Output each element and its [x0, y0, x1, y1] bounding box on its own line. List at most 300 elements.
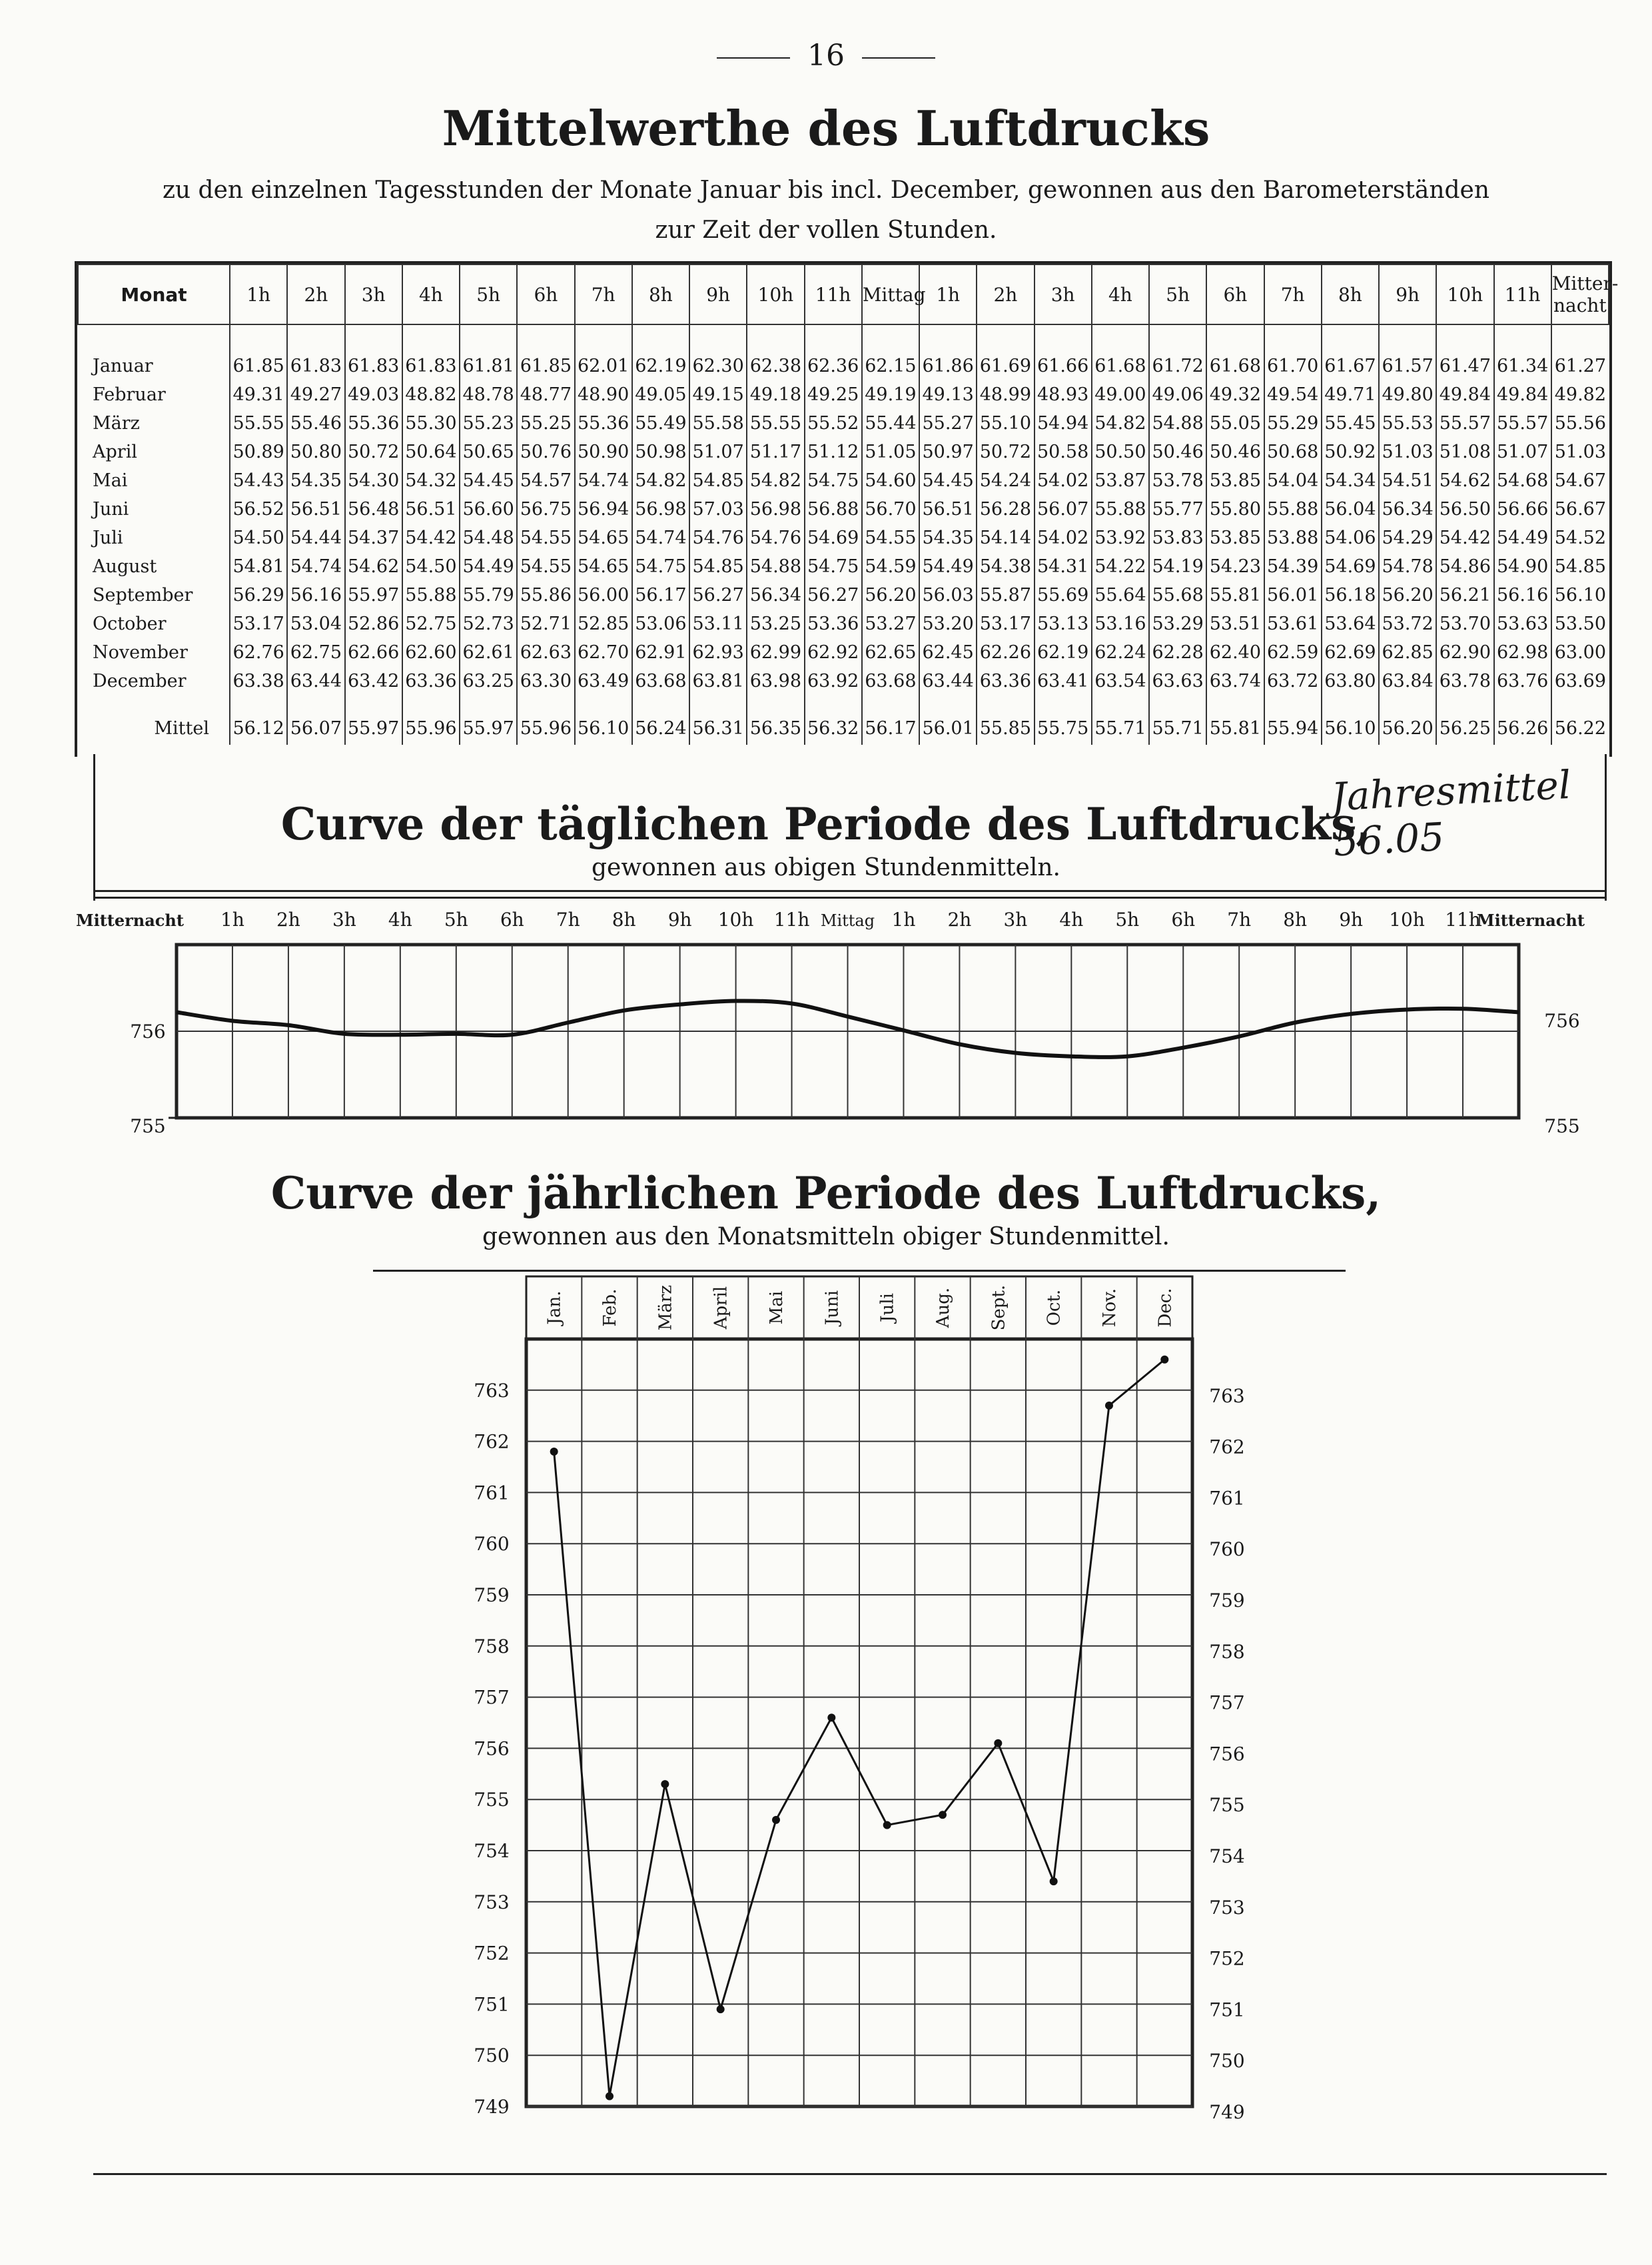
table-cell: 54.88	[1149, 409, 1206, 438]
table-cell: 54.94	[1034, 409, 1092, 438]
table-cell: 54.49	[919, 552, 977, 581]
table-cell: 51.07	[689, 438, 747, 466]
table-cell: 63.74	[1206, 667, 1264, 695]
table-cell: 53.17	[977, 610, 1034, 638]
table-cell: 53.87	[1092, 466, 1149, 495]
table-cell: 54.02	[1034, 466, 1092, 495]
table-cell: 62.01	[575, 324, 632, 380]
table-cell: 49.84	[1494, 380, 1551, 409]
table-cell: 54.52	[1551, 524, 1609, 552]
month-label: August	[93, 556, 157, 577]
table-cell: 55.71	[1092, 695, 1149, 745]
table-row	[78, 466, 1609, 495]
table-cell: 56.22	[1551, 695, 1609, 745]
table-cell: 53.64	[1322, 610, 1379, 638]
table-cell: 50.90	[575, 438, 632, 466]
table-cell: 54.60	[862, 466, 919, 495]
hour-tick-label: 9h	[667, 909, 692, 931]
annual-curve-chart	[0, 1266, 1652, 2132]
table-cell: 55.10	[977, 409, 1034, 438]
table-cell: 56.07	[287, 695, 344, 745]
month-label: Februar	[93, 384, 166, 405]
table-cell: 56.51	[287, 495, 344, 524]
table-header-row	[78, 264, 1609, 324]
table-cell: 49.80	[1379, 380, 1436, 409]
y-tick-label-left: 751	[474, 1993, 510, 2016]
table-cell: 62.91	[632, 638, 689, 667]
table-cell: 54.85	[689, 552, 747, 581]
table-cell: 53.72	[1379, 610, 1436, 638]
table-cell: 54.74	[632, 524, 689, 552]
y-tick-label-right: 755	[1209, 1794, 1245, 1817]
table-cell: 62.92	[805, 638, 862, 667]
y-tick-label-left: 756	[130, 1021, 166, 1043]
annual-curve-subtitle: gewonnen aus den Monatsmitteln obiger Stundenmittel.	[482, 1223, 1170, 1250]
table-cell: 52.75	[402, 610, 460, 638]
table-cell: 55.87	[977, 581, 1034, 610]
table-cell: 62.75	[287, 638, 344, 667]
table-cell: 53.51	[1206, 610, 1264, 638]
y-tick-label-left: 752	[474, 1942, 510, 1965]
table-cell: 61.68	[1092, 324, 1149, 380]
table-row	[78, 524, 1609, 552]
hour-tick-label: 11h	[1445, 909, 1481, 931]
table-cell: 54.35	[287, 466, 344, 495]
table-cell: 61.83	[287, 324, 344, 380]
table-cell: 53.17	[230, 610, 287, 638]
mean-row	[78, 695, 1609, 745]
table-cell: 62.40	[1206, 638, 1264, 667]
table-cell: 51.03	[1551, 438, 1609, 466]
table-cell: 55.44	[862, 409, 919, 438]
table-cell: 56.51	[402, 495, 460, 524]
table-cell: 52.71	[517, 610, 574, 638]
table-cell: 56.34	[1379, 495, 1436, 524]
table-cell: 63.72	[1264, 667, 1322, 695]
table-cell: 53.13	[1034, 610, 1092, 638]
table-cell: 55.57	[1436, 409, 1493, 438]
table-cell: 56.03	[919, 581, 977, 610]
table-cell: 50.97	[919, 438, 977, 466]
table-row	[78, 581, 1609, 610]
table-cell: 54.24	[977, 466, 1034, 495]
table-cell: 61.68	[1206, 324, 1264, 380]
table-cell: 63.63	[1149, 667, 1206, 695]
table-cell: 62.98	[1494, 638, 1551, 667]
hour-column-header: 9h	[1379, 264, 1436, 324]
hour-column-header: 4h	[1092, 264, 1149, 324]
annual-curve-title: Curve der jährlichen Periode des Luftdrucks,	[270, 1167, 1382, 1219]
table-cell: 55.86	[517, 581, 574, 610]
table-cell: 54.35	[919, 524, 977, 552]
y-tick-label-left: 758	[474, 1635, 510, 1657]
table-cell: 56.01	[919, 695, 977, 745]
divider-rule	[93, 897, 1607, 899]
table-cell: 54.49	[460, 552, 517, 581]
y-tick-label-left: 749	[474, 2096, 510, 2118]
table-cell: 62.19	[1034, 638, 1092, 667]
table-cell: 56.27	[689, 581, 747, 610]
table-cell: 53.04	[287, 610, 344, 638]
data-point	[550, 1448, 558, 1456]
table-cell: 53.29	[1149, 610, 1206, 638]
table-cell: 55.23	[460, 409, 517, 438]
month-tick-label: Jan.	[544, 1290, 565, 1325]
table-cell: 62.70	[575, 638, 632, 667]
y-tick-label-right: 752	[1209, 1947, 1245, 1970]
month-label: Mittel	[154, 717, 209, 739]
table-cell: 62.38	[747, 324, 804, 380]
month-tick-label: April	[711, 1286, 731, 1330]
table-cell: 54.81	[230, 552, 287, 581]
table-cell: 53.88	[1264, 524, 1322, 552]
table-cell: 61.57	[1379, 324, 1436, 380]
table-cell: 63.25	[460, 667, 517, 695]
y-tick-label-left: 763	[474, 1379, 510, 1402]
table-cell: 50.98	[632, 438, 689, 466]
table-cell: 56.60	[460, 495, 517, 524]
table-cell: 55.36	[345, 409, 402, 438]
table-cell: 55.46	[287, 409, 344, 438]
table-cell: 54.74	[287, 552, 344, 581]
table-cell: 63.44	[919, 667, 977, 695]
table-cell: 56.12	[230, 695, 287, 745]
table-cell: 49.25	[805, 380, 862, 409]
table-cell: 55.97	[345, 695, 402, 745]
table-cell: 50.68	[1264, 438, 1322, 466]
table-cell: 54.22	[1092, 552, 1149, 581]
table-cell: 55.85	[977, 695, 1034, 745]
table-cell: 56.94	[575, 495, 632, 524]
table-cell: 52.85	[575, 610, 632, 638]
table-cell: 53.11	[689, 610, 747, 638]
hour-column-header: 8h	[632, 264, 689, 324]
y-tick-label-right: 749	[1209, 2101, 1245, 2123]
table-cell: 62.61	[460, 638, 517, 667]
page-number: 16	[693, 39, 959, 73]
month-label: Januar	[93, 356, 153, 376]
table-cell: 53.92	[1092, 524, 1149, 552]
data-point	[827, 1713, 835, 1721]
data-point	[772, 1816, 780, 1824]
data-point	[994, 1739, 1002, 1747]
table-cell: 61.83	[402, 324, 460, 380]
hour-tick-label: 2h	[947, 909, 972, 931]
table-cell: 54.78	[1379, 552, 1436, 581]
y-tick-label-left: 761	[474, 1482, 510, 1504]
table-cell: 54.45	[919, 466, 977, 495]
daily-curve-subtitle: gewonnen aus obigen Stundenmitteln.	[592, 854, 1060, 881]
table-cell: 54.04	[1264, 466, 1322, 495]
data-point	[939, 1811, 947, 1819]
table-cell: 61.85	[230, 324, 287, 380]
hour-tick-label: 7h	[556, 909, 580, 931]
table-cell: 63.68	[632, 667, 689, 695]
hour-column-header: 7h	[1264, 264, 1322, 324]
subtitle-line-1: zu den einzelnen Tagesstunden der Monate Januar bis incl. December, gewonnen aus den Barometerständen	[162, 177, 1490, 204]
table-cell: 51.03	[1379, 438, 1436, 466]
y-tick-label-right: 758	[1209, 1640, 1245, 1663]
hour-column-header: 3h	[345, 264, 402, 324]
table-cell: 62.99	[747, 638, 804, 667]
month-tick-label: März	[655, 1284, 676, 1331]
table-cell: 56.51	[919, 495, 977, 524]
data-point	[661, 1780, 669, 1788]
annual-mean-handwritten-note: Jahresmittel 56.05	[1330, 761, 1572, 865]
table-cell: 62.85	[1379, 638, 1436, 667]
table-cell: 56.48	[345, 495, 402, 524]
table-cell: 51.07	[1494, 438, 1551, 466]
hour-column-header: 6h	[517, 264, 574, 324]
table-cell: 54.32	[402, 466, 460, 495]
table-cell: 54.43	[230, 466, 287, 495]
table-cell: 55.05	[1206, 409, 1264, 438]
table-cell: 55.64	[1092, 581, 1149, 610]
table-cell: 55.56	[1551, 409, 1609, 438]
table-cell: 56.20	[1379, 695, 1436, 745]
hour-tick-label: 1h	[220, 909, 244, 931]
table-cell: 62.93	[689, 638, 747, 667]
table-cell: 48.78	[460, 380, 517, 409]
table-cell: 49.15	[689, 380, 747, 409]
table-cell: 54.38	[977, 552, 1034, 581]
data-point	[717, 2005, 725, 2013]
hour-column-header: 1h	[919, 264, 977, 324]
table-cell: 63.84	[1379, 667, 1436, 695]
table-cell: 62.28	[1149, 638, 1206, 667]
hour-column-header: 10h	[1436, 264, 1493, 324]
table-cell: 55.75	[1034, 695, 1092, 745]
table-cell: 51.08	[1436, 438, 1493, 466]
table-cell: 55.88	[1092, 495, 1149, 524]
table-cell: 49.54	[1264, 380, 1322, 409]
table-cell: 54.55	[862, 524, 919, 552]
table-cell: 56.20	[1379, 581, 1436, 610]
table-cell: 55.27	[919, 409, 977, 438]
month-label: December	[93, 671, 187, 691]
table-cell: 54.49	[1494, 524, 1551, 552]
table-cell: 55.69	[1034, 581, 1092, 610]
table-cell: 62.26	[977, 638, 1034, 667]
table-cell: 49.32	[1206, 380, 1264, 409]
table-cell: 54.30	[345, 466, 402, 495]
table-cell: 55.80	[1206, 495, 1264, 524]
table-cell: 49.05	[632, 380, 689, 409]
table-cell: 49.31	[230, 380, 287, 409]
table-cell: 55.96	[402, 695, 460, 745]
y-tick-label-left: 755	[474, 1789, 510, 1811]
table-cell: 63.69	[1551, 667, 1609, 695]
table-cell: 63.80	[1322, 667, 1379, 695]
table-cell: 55.77	[1149, 495, 1206, 524]
table-cell: 55.71	[1149, 695, 1206, 745]
hour-tick-label: Mittag	[820, 911, 875, 930]
table-cell: 57.03	[689, 495, 747, 524]
table-cell: 61.67	[1322, 324, 1379, 380]
hour-column-header: 9h	[689, 264, 747, 324]
hour-column-header: 8h	[1322, 264, 1379, 324]
table-cell: 54.76	[747, 524, 804, 552]
table-cell: 63.78	[1436, 667, 1493, 695]
month-column-header: Monat	[78, 264, 230, 324]
table-cell: 55.36	[575, 409, 632, 438]
table-cell: 61.85	[517, 324, 574, 380]
table-cell: 55.53	[1379, 409, 1436, 438]
hour-column-header: 2h	[977, 264, 1034, 324]
table-cell: 56.66	[1494, 495, 1551, 524]
table-cell: 51.12	[805, 438, 862, 466]
table-cell: 51.05	[862, 438, 919, 466]
table-cell: 54.85	[689, 466, 747, 495]
hourly-mean-table	[77, 264, 1619, 745]
hour-tick-label: 8h	[612, 909, 636, 931]
table-cell: 54.75	[805, 466, 862, 495]
table-cell: 49.19	[862, 380, 919, 409]
table-cell: 54.82	[747, 466, 804, 495]
table-cell: 63.98	[747, 667, 804, 695]
y-tick-label-left: 760	[474, 1533, 510, 1556]
month-label: October	[93, 614, 167, 634]
table-cell: 55.81	[1206, 581, 1264, 610]
table-cell: 56.21	[1436, 581, 1493, 610]
table-cell: 53.61	[1264, 610, 1322, 638]
table-cell: 56.16	[1494, 581, 1551, 610]
data-point	[1105, 1402, 1113, 1410]
table-cell: 54.69	[1322, 552, 1379, 581]
table-cell: 54.62	[1436, 466, 1493, 495]
table-cell: 56.35	[747, 695, 804, 745]
hour-tick-label: Mitternacht	[76, 911, 184, 930]
y-tick-label-right: 753	[1209, 1896, 1245, 1919]
table-cell: 54.82	[1092, 409, 1149, 438]
table-cell: 55.97	[345, 581, 402, 610]
table-cell: 62.24	[1092, 638, 1149, 667]
y-tick-label-left: 750	[474, 2044, 510, 2067]
y-tick-label-left: 756	[474, 1737, 510, 1760]
table-cell: 53.27	[862, 610, 919, 638]
table-cell: 56.52	[230, 495, 287, 524]
table-cell: 49.00	[1092, 380, 1149, 409]
table-cell: 55.49	[632, 409, 689, 438]
month-label: Juli	[93, 528, 123, 548]
table-cell: 53.16	[1092, 610, 1149, 638]
table-cell: 62.66	[345, 638, 402, 667]
y-tick-label-right: 762	[1209, 1436, 1245, 1458]
table-cell: 54.42	[1436, 524, 1493, 552]
hour-tick-label: 8h	[1283, 909, 1308, 931]
hour-tick-label: 11h	[773, 909, 810, 931]
hour-column-header: 6h	[1206, 264, 1264, 324]
table-cell: 55.55	[230, 409, 287, 438]
table-cell: 54.67	[1551, 466, 1609, 495]
hour-column-header: 5h	[1149, 264, 1206, 324]
table-row	[78, 552, 1609, 581]
table-cell: 48.82	[402, 380, 460, 409]
table-cell: 55.97	[460, 695, 517, 745]
hour-tick-label: 10h	[1389, 909, 1425, 931]
table-cell: 54.34	[1322, 466, 1379, 495]
y-tick-label-left: 754	[474, 1840, 510, 1862]
table-cell: 49.71	[1322, 380, 1379, 409]
table-cell: 50.65	[460, 438, 517, 466]
divider-rule	[93, 890, 1607, 892]
table-cell: 54.06	[1322, 524, 1379, 552]
daily-curve-title: Curve der täglichen Periode des Luftdrucks,	[280, 798, 1372, 850]
table-row	[78, 610, 1609, 638]
table-cell: 54.51	[1379, 466, 1436, 495]
table-cell: 52.73	[460, 610, 517, 638]
table-cell: 50.50	[1092, 438, 1149, 466]
table-cell: 54.82	[632, 466, 689, 495]
table-cell: 54.39	[1264, 552, 1322, 581]
table-cell: 56.17	[632, 581, 689, 610]
table-cell: 55.55	[747, 409, 804, 438]
table-cell: 54.29	[1379, 524, 1436, 552]
hour-tick-label: 9h	[1339, 909, 1364, 931]
month-tick-label: Juli	[877, 1293, 898, 1322]
y-tick-label-right: 760	[1209, 1538, 1245, 1561]
table-cell: 54.44	[287, 524, 344, 552]
data-point	[1050, 1877, 1058, 1885]
table-cell: 50.46	[1149, 438, 1206, 466]
hour-column-header: 5h	[460, 264, 517, 324]
table-cell: 54.57	[517, 466, 574, 495]
table-cell: 56.24	[632, 695, 689, 745]
hour-tick-label: 4h	[1059, 909, 1084, 931]
table-row	[78, 638, 1609, 667]
table-cell: 54.23	[1206, 552, 1264, 581]
table-cell: 49.84	[1436, 380, 1493, 409]
hour-tick-label: 7h	[1227, 909, 1252, 931]
table-cell: 55.94	[1264, 695, 1322, 745]
table-cell: 56.17	[862, 695, 919, 745]
table-cell: 54.59	[862, 552, 919, 581]
hour-column-header: 11h	[805, 264, 862, 324]
table-cell: 63.68	[862, 667, 919, 695]
table-cell: 63.30	[517, 667, 574, 695]
table-cell: 53.06	[632, 610, 689, 638]
table-cell: 53.85	[1206, 466, 1264, 495]
table-cell: 50.58	[1034, 438, 1092, 466]
table-cell: 61.81	[460, 324, 517, 380]
table-cell: 63.41	[1034, 667, 1092, 695]
table-cell: 48.93	[1034, 380, 1092, 409]
table-cell: 56.01	[1264, 581, 1322, 610]
table-cell: 62.30	[689, 324, 747, 380]
month-tick-label: Oct.	[1044, 1289, 1064, 1326]
hour-tick-label: 5h	[1115, 909, 1140, 931]
table-cell: 62.76	[230, 638, 287, 667]
table-cell: 61.83	[345, 324, 402, 380]
table-cell: 62.45	[919, 638, 977, 667]
frame-rule	[1605, 754, 1607, 901]
table-cell: 56.88	[805, 495, 862, 524]
month-tick-label: Feb.	[600, 1288, 620, 1327]
table-cell: 56.00	[575, 581, 632, 610]
hourly-mean-table-frame	[75, 261, 1619, 757]
table-cell: 63.49	[575, 667, 632, 695]
table-cell: 50.76	[517, 438, 574, 466]
table-cell: 54.55	[517, 552, 574, 581]
table-cell: 62.60	[402, 638, 460, 667]
table-cell: 56.10	[1322, 695, 1379, 745]
table-cell: 62.65	[862, 638, 919, 667]
table-cell: 50.92	[1322, 438, 1379, 466]
table-cell: 53.50	[1551, 610, 1609, 638]
table-cell: 54.75	[805, 552, 862, 581]
hour-tick-label: 1h	[891, 909, 916, 931]
table-cell: 54.75	[632, 552, 689, 581]
